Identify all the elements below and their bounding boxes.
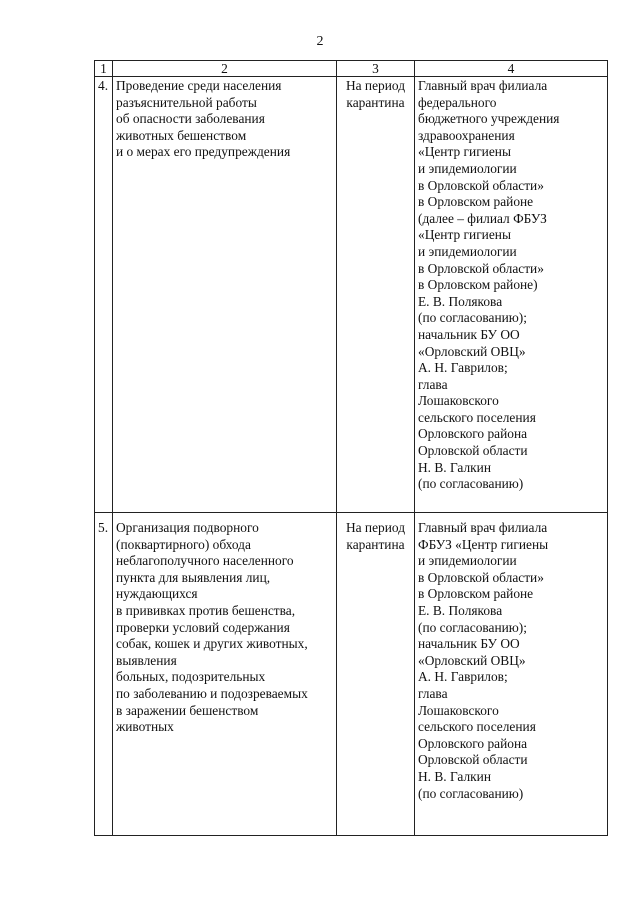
text-line: здравоохранения [418, 127, 515, 143]
period-cell [337, 77, 415, 513]
text-line: проверки условий содержания [116, 619, 290, 635]
text-line: Главный врач филиала [418, 520, 548, 535]
text-line: На период [345, 520, 406, 535]
row-number: 5. [95, 513, 113, 836]
text-line: ФБУЗ «Центр гигиены [418, 536, 549, 552]
text-line: пункта для выявления лиц, [116, 569, 271, 585]
text-line: в прививках против бешенства, [116, 602, 296, 618]
text-line: и эпидемиологии [418, 553, 517, 569]
text-line: Орловской области [418, 443, 528, 459]
text-line: и о мерах его предупреждения [116, 144, 291, 160]
page-number: 2 [316, 34, 324, 49]
text-line: начальник БУ ОО [418, 636, 520, 652]
measures-table [94, 60, 608, 836]
text-line: сельского поселения [418, 409, 536, 425]
text-line: в Орловском районе [418, 586, 534, 602]
period-cell [337, 513, 415, 836]
text-line: в Орловской области» [418, 569, 544, 585]
responsible-cell [415, 513, 608, 836]
text-line: Н. В. Галкин [418, 459, 491, 475]
text-line: бюджетного учреждения [418, 111, 560, 127]
text-line: неблагополучного населенного [116, 553, 294, 569]
header-col-2: 2 [113, 61, 337, 77]
header-col-3: 3 [337, 61, 415, 77]
row-number: 4. [95, 77, 113, 513]
table-header-row [95, 61, 608, 77]
text-line: (поквартирного) обхода [116, 536, 251, 552]
text-line: в Орловской области» [418, 177, 544, 193]
text-line: «Центр гигиены [418, 144, 511, 160]
text-line: (по согласованию) [418, 785, 524, 801]
text-line: Орловского района [418, 735, 528, 751]
text-line: Лошаковского [418, 702, 499, 718]
text-line: карантина [346, 94, 405, 110]
text-line: Орловского района [418, 426, 528, 442]
text-line: начальник БУ ОО [418, 326, 520, 342]
table-row [95, 513, 608, 836]
text-line: Главный врач филиала [418, 78, 548, 93]
text-line: (далее – филиал ФБУЗ [418, 210, 547, 226]
text-line: в заражении бешенством [116, 702, 259, 718]
action-cell [113, 77, 337, 513]
text-line: животных бешенством [116, 127, 247, 143]
text-line: Проведение среди населения [116, 78, 282, 93]
text-line: и эпидемиологии [418, 243, 517, 259]
text-line: Е. В. Полякова [418, 602, 503, 618]
text-line: Орловской области [418, 752, 528, 768]
text-line: глава [418, 376, 448, 392]
responsible-cell [415, 77, 608, 513]
text-line: федерального [418, 94, 497, 110]
header-col-1: 1 [95, 61, 113, 77]
text-line: Н. В. Галкин [418, 768, 491, 784]
text-line: об опасности заболевания [116, 111, 265, 127]
table-row [95, 77, 608, 513]
text-line: в Орловском районе [418, 194, 534, 210]
text-line: (по согласованию); [418, 310, 527, 326]
text-line: «Орловский ОВЦ» [418, 652, 526, 668]
text-line: «Орловский ОВЦ» [418, 343, 526, 359]
text-line: выявления [116, 652, 177, 668]
text-line: разъяснительной работы [116, 94, 257, 110]
text-line: карантина [346, 536, 405, 552]
text-line: больных, подозрительных [116, 669, 266, 685]
text-line: (по согласованию) [418, 476, 524, 492]
text-line: «Центр гигиены [418, 227, 511, 243]
action-cell [113, 513, 337, 836]
text-line: сельского поселения [418, 719, 536, 735]
text-line: Лошаковского [418, 393, 499, 409]
text-line: Е. В. Полякова [418, 293, 503, 309]
text-line: На период [345, 78, 406, 93]
text-line: в Орловской области» [418, 260, 544, 276]
text-line: А. Н. Гаврилов; [418, 360, 508, 376]
text-line: А. Н. Гаврилов; [418, 669, 508, 685]
text-line: нуждающихся [116, 586, 198, 602]
text-line: Организация подворного [116, 520, 259, 535]
text-line: в Орловском районе) [418, 277, 538, 293]
text-line: животных [116, 719, 174, 735]
header-col-4: 4 [415, 61, 608, 77]
text-line: по заболеванию и подозреваемых [116, 685, 308, 701]
text-line: глава [418, 685, 448, 701]
text-line: и эпидемиологии [418, 160, 517, 176]
text-line: собак, кошек и других животных, [116, 636, 308, 652]
text-line: (по согласованию); [418, 619, 527, 635]
